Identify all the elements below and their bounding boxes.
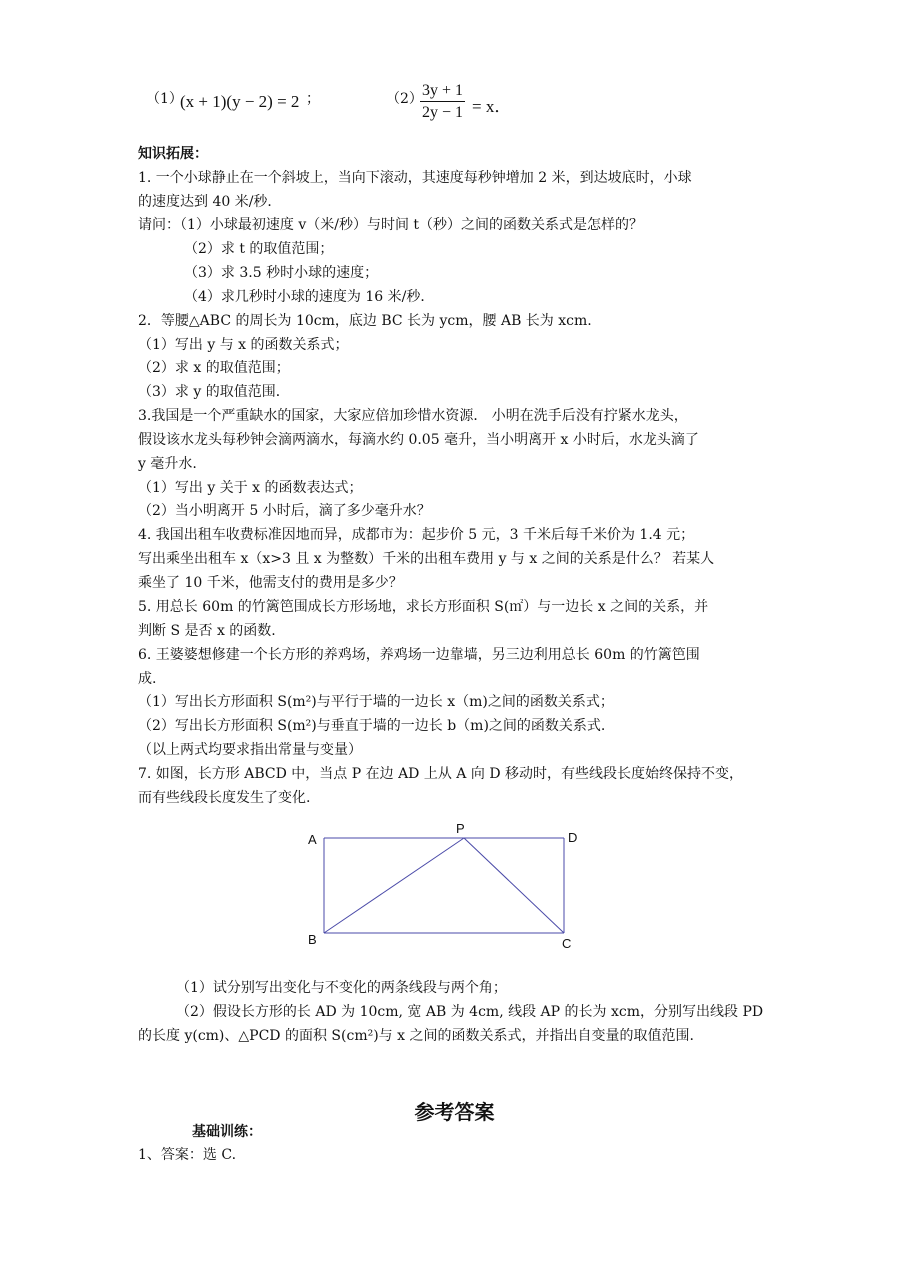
answers-subtitle: 基础训练：: [192, 1124, 262, 1140]
vertex-label-b: B: [308, 932, 317, 947]
equation-1-end: ；: [306, 91, 320, 107]
text-line: （以上两式均要求指出常量与变量）: [138, 742, 362, 758]
equation-1: (x + 1)(y − 2) = 2: [180, 92, 300, 111]
answer-line: 1、答案：选 C.: [138, 1147, 237, 1163]
text-line: 的长度 y(cm)、△PCD 的面积 S(cm²)与 x 之间的函数关系式，并指出自变量的取值范围.: [138, 1028, 694, 1044]
equation-2-rhs: = x．: [472, 97, 512, 116]
text-line: （1）写出长方形面积 S(m²)与平行于墙的一边长 x（m)之间的函数关系式；: [138, 694, 614, 710]
text-line: 6. 王婆婆想修建一个长方形的养鸡场，养鸡场一边靠墙，另三边利用总长 60m 的竹篱笆围: [138, 647, 700, 663]
figure-lines: [324, 838, 564, 933]
text-line: （2）当小明离开 5 小时后，滴了多少毫升水？: [138, 503, 431, 519]
vertex-label-c: C: [562, 936, 572, 951]
text-line: 的速度达到 40 米/秒．: [138, 194, 282, 210]
text-line: 请问：（1）小球最初速度 v（米/秒）与时间 t（秒）之间的函数关系式是怎样的？: [138, 217, 644, 233]
text-line: （2）求 t 的取值范围；: [184, 241, 334, 257]
text-line: 7. 如图，长方形 ABCD 中，当点 P 在边 AD 上从 A 向 D 移动时，有些线段长度始终保持不变，: [138, 766, 743, 782]
text-line: 4. 我国出租车收费标准因地而异，成都市为：起步价 5 元，3 千米后每千米价为 1.4 元；: [138, 527, 695, 543]
text-line: （1）写出 y 与 x 的函数关系式；: [138, 337, 349, 353]
text-line: y 毫升水.: [138, 456, 197, 472]
equation-2-denominator: 2y − 1: [422, 104, 464, 121]
text-line: （1）试分别写出变化与不变化的两条线段与两个角；: [176, 980, 507, 996]
text-line: （3）求 3.5 秒时小球的速度；: [184, 265, 379, 281]
text-line: 假设该水龙头每秒钟会滴两滴水，每滴水约 0.05 毫升，当小明离开 x 小时后，水龙头滴了: [138, 432, 699, 448]
text-line: 而有些线段长度发生了变化.: [138, 790, 311, 806]
text-line: 判断 S 是否 x 的函数.: [138, 623, 276, 639]
text-line: （2）假设长方形的长 AD 为 10cm, 宽 AB 为 4cm, 线段 AP 的长为 xcm，分别写出线段 PD: [176, 1004, 764, 1020]
text-line: （2）写出长方形面积 S(m²)与垂直于墙的一边长 b（m)之间的函数关系式.: [138, 718, 606, 734]
text-line: （1）写出 y 关于 x 的函数表达式；: [138, 480, 363, 496]
equation-2-numerator: 3y + 1: [420, 82, 465, 102]
text-line: 3.我国是一个严重缺水的国家，大家应倍加珍惜水资源． 小明在洗手后没有拧紧水龙头，: [138, 408, 688, 424]
vertex-label-p: P: [456, 821, 465, 836]
text-line: 1. 一个小球静止在一个斜坡上，当向下滚动，其速度每秒钟增加 2 米，到达坡底时，小球: [138, 170, 692, 186]
text-line: 成.: [138, 671, 157, 687]
segment-bp: [324, 838, 464, 933]
text-line: （4）求几秒时小球的速度为 16 米/秒．: [184, 289, 435, 305]
rectangle-figure: [296, 820, 596, 955]
vertex-label-d: D: [568, 830, 578, 845]
text-line: 乘坐了 10 千米，他需支付的费用是多少？: [138, 575, 403, 591]
section-title: 知识拓展：: [138, 146, 208, 162]
equation-1-label: （1）: [146, 91, 183, 107]
vertex-label-a: A: [308, 832, 317, 847]
text-line: 写出乘坐出租车 x（x>3 且 x 为整数）千米的出租车费用 y 与 x 之间的关系是什么？ 若某人: [138, 551, 715, 567]
equation-2-fraction: [420, 82, 465, 122]
answers-title: 参考答案: [414, 1100, 495, 1124]
text-line: （2）求 x 的取值范围；: [138, 360, 290, 376]
segment-pc: [464, 838, 564, 933]
equation-2-label: （2）: [386, 91, 423, 107]
text-line: （3）求 y 的取值范围．: [138, 384, 290, 400]
text-line: 2．等腰△ABC 的周长为 10cm，底边 BC 长为 ycm，腰 AB 长为 xcm.: [138, 313, 592, 329]
text-line: 5. 用总长 60m 的竹篱笆围成长方形场地，求长方形面积 S(㎡）与一边长 x 之间的关系，并: [138, 599, 709, 615]
